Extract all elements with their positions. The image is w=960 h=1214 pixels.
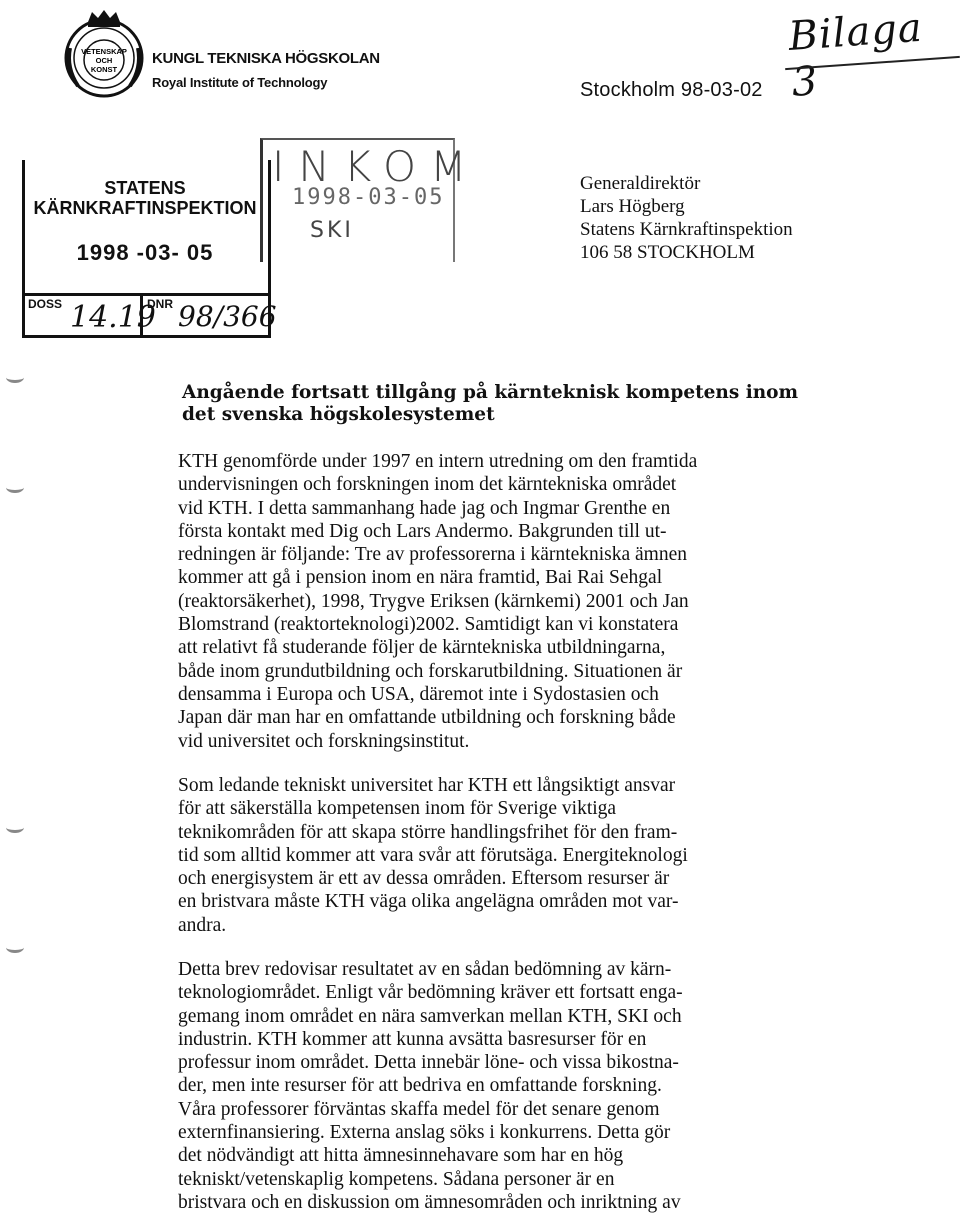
margin-mark [6, 822, 24, 833]
text-line: professur inom området. Detta innebär löne- och vissa bikostna- [178, 1052, 679, 1074]
handwritten-bilaga: Bilaga 3 [786, 4, 925, 106]
crest-text-3: KONST [90, 65, 118, 74]
text-line: (reaktorsäkerhet), 1998, Trygve Eriksen (kärnkemi) 2001 och Jan [178, 590, 689, 612]
crest-text-2: OCH [95, 56, 113, 65]
text-line: industrin. KTH kommer att kunna avsätta basresurser för en [178, 1028, 647, 1050]
text-line: Våra professorer förväntas skaffa medel för det senare genom [178, 1098, 660, 1120]
dnr-label: DNR [147, 297, 173, 311]
registry-stamp-name [30, 178, 260, 218]
text-line: densamma i Europa och USA, däremot inte i Sydostasien och [178, 683, 659, 705]
letter-date: Stockholm 98-03-02 [580, 79, 763, 101]
margin-mark [6, 942, 24, 953]
subject-line: Angående fortsatt tillgång på kärnteknisk kompetens inom [182, 382, 799, 403]
doss-label: DOSS [28, 297, 63, 311]
recipient-org: Statens Kärnkraftinspektion [580, 219, 793, 240]
body-paragraph-3 [178, 958, 888, 1214]
subject-line: det svenska högskolesystemet [182, 404, 495, 425]
text-line: undervisningen och forskningen inom det kärntekniska området [178, 474, 677, 496]
text-line: bristvara och en diskussion om ämnesområden och inriktning av [178, 1191, 681, 1213]
org-name: KUNGL TEKNISKA HÖGSKOLAN [152, 50, 380, 67]
text-line: KTH genomförde under 1997 en intern utredning om den framtida [178, 451, 698, 472]
recipient-address [580, 172, 793, 264]
inkom-stamp-date: 1998-03-05 [292, 185, 445, 210]
crest-text-1: VETENSKAP [81, 47, 127, 56]
text-line: redningen är följande: Tre av professorerna i kärntekniska ämnen [178, 544, 687, 566]
margin-mark [6, 482, 24, 493]
registry-stamp-date: 1998 -03- 05 [76, 240, 214, 265]
text-line: det nödvändigt att hitta ämnesinnehavare som har en hög [178, 1145, 624, 1167]
margin-mark [6, 372, 24, 383]
text-line: vid universitet och forskningsinstitut. [178, 730, 470, 752]
text-line: första kontakt med Dig och Lars Andermo. Bakgrunden till ut- [178, 520, 667, 542]
inkom-stamp-title: INKOM [272, 142, 481, 191]
kth-crest-logo [58, 8, 150, 100]
recipient-postal: 106 58 STOCKHOLM [580, 242, 755, 263]
dnr-value: 98/366 [178, 300, 277, 333]
registry-stamp-name-line1: STATENS [104, 178, 186, 198]
text-line: der, men inte resurser för att bedriva en omfattande forskning. [178, 1075, 662, 1097]
text-line: teknikområden för att skapa större handlingsfrihet för den fram- [178, 821, 678, 843]
org-name-english: Royal Institute of Technology [152, 75, 328, 90]
registry-stamp-name-line2: KÄRNKRAFTINSPEKTION [33, 198, 257, 218]
text-line: vid KTH. I detta sammanhang hade jag och Ingmar Grenthe en [178, 497, 671, 519]
text-line: att relativt få studerande följer de kärntekniska utbildningarna, [178, 637, 666, 659]
text-line: kommer att gå i pension inom en nära framtid, Bai Rai Sehgal [178, 567, 663, 589]
text-line: tekniskt/vetenskaplig kompetens. Sådana personer är en [178, 1168, 615, 1190]
recipient-name: Lars Högberg [580, 196, 685, 217]
text-line: tid som alltid kommer att vara svår att förutsäga. Energiteknologi [178, 844, 688, 866]
body-paragraph-2 [178, 774, 888, 937]
doss-value: 14.19 [70, 300, 156, 335]
text-line: för att säkerställa kompetensen inom för Sverige viktiga [178, 798, 617, 820]
text-line: Blomstrand (reaktorteknologi)2002. Samtidigt kan vi konstatera [178, 614, 679, 636]
inkom-stamp-org: SKI [310, 218, 354, 243]
text-line: teknologiområdet. Enligt vår bedömning kräver ett fortsatt enga- [178, 982, 683, 1004]
text-line: Som ledande tekniskt universitet har KTH ett långsiktigt ansvar [178, 775, 676, 796]
text-line: och energisystem är ett av dessa områden. Eftersom resurser är [178, 868, 670, 890]
registry-stamp-divider [22, 293, 268, 296]
text-line: Detta brev redovisar resultatet av en sådan bedömning av kärn- [178, 959, 672, 980]
text-line: andra. [178, 914, 227, 936]
text-line: Japan där man har en omfattande utbildning och forskning både [178, 707, 676, 729]
body-paragraph-1 [178, 450, 888, 753]
letter-subject [182, 382, 902, 426]
text-line: externfinansiering. Externa anslag söks i konkurrens. Detta gör [178, 1122, 671, 1144]
text-line: en bristvara måste KTH väga olika angelägna områden mot var- [178, 891, 679, 913]
recipient-title: Generaldirektör [580, 173, 701, 194]
text-line: gemang inom området en nära samverkan mellan KTH, SKI och [178, 1005, 682, 1027]
text-line: både inom grundutbildning och forskarutbildning. Situationen är [178, 660, 683, 682]
